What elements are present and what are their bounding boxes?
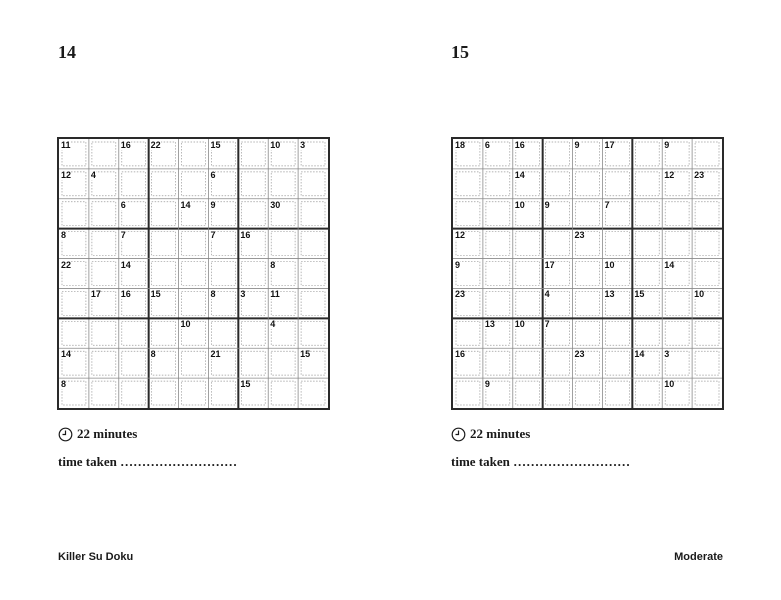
cage-sum-clue: 18 bbox=[455, 140, 466, 150]
cage-sum-clue: 23 bbox=[574, 229, 585, 240]
timer-text: 22 minutes bbox=[77, 426, 138, 441]
cage-outline bbox=[211, 262, 235, 286]
cage-sum-clue: 8 bbox=[150, 349, 156, 360]
cage-outline bbox=[605, 381, 629, 405]
cage-sum-clue: 12 bbox=[455, 229, 466, 240]
cage-sum-clue: 4 bbox=[90, 169, 96, 180]
footer-difficulty: Moderate bbox=[674, 551, 723, 563]
cage-outline bbox=[241, 202, 265, 226]
cage-outline bbox=[241, 172, 265, 196]
cage-sum-clue: 23 bbox=[574, 349, 585, 360]
cage-outline bbox=[62, 202, 86, 226]
cage-outline bbox=[301, 172, 325, 196]
grid-lines bbox=[453, 139, 722, 408]
cage-sum-clue: 14 bbox=[634, 349, 645, 360]
cage-outline bbox=[241, 351, 265, 375]
cage-outline bbox=[271, 172, 295, 196]
cage-sum-clue: 17 bbox=[90, 289, 101, 300]
cage-sum-clue: 15 bbox=[210, 140, 221, 150]
cage-outline bbox=[486, 202, 510, 226]
cage-outline bbox=[241, 142, 265, 166]
cage-sum-clue: 14 bbox=[664, 259, 675, 270]
cage-outline bbox=[576, 202, 600, 226]
cage-outline bbox=[271, 381, 295, 405]
cage-outline bbox=[576, 381, 600, 405]
cage-sum-clue: 8 bbox=[270, 259, 276, 270]
cage-outline bbox=[635, 202, 659, 226]
cage-sum-clue: 16 bbox=[514, 140, 525, 150]
cage-sum-clue: 6 bbox=[210, 169, 216, 180]
cage-outline bbox=[92, 321, 116, 345]
cage-outline bbox=[122, 172, 146, 196]
cage-sum-clue: 9 bbox=[544, 199, 550, 210]
cage-sum-clue: 8 bbox=[61, 379, 67, 390]
timer-right bbox=[451, 426, 530, 442]
cage-outline bbox=[182, 381, 206, 405]
cage-sum-clue: 14 bbox=[180, 199, 191, 210]
cage-sum-clue: 7 bbox=[210, 229, 216, 240]
cage-outline bbox=[695, 381, 719, 405]
cage-sum-clue: 14 bbox=[514, 169, 525, 180]
cage-sum-clue: 6 bbox=[484, 140, 490, 150]
cage-outline bbox=[665, 202, 689, 226]
cage-outline bbox=[182, 351, 206, 375]
cage-sum-clue: 10 bbox=[514, 319, 525, 330]
page-number-right: 15 bbox=[451, 42, 469, 62]
cage-sum-clue: 14 bbox=[61, 349, 72, 360]
cage-outline bbox=[635, 172, 659, 196]
cage-outline bbox=[635, 321, 659, 345]
cage-outline bbox=[456, 202, 480, 226]
cage-outline bbox=[301, 381, 325, 405]
cage-sum-clue: 16 bbox=[120, 140, 131, 150]
cage-sum-clue: 9 bbox=[210, 199, 216, 210]
cage-sum-clue: 3 bbox=[300, 140, 306, 150]
cage-outline bbox=[546, 142, 570, 166]
cage-sum-clue: 7 bbox=[120, 229, 126, 240]
cage-outline bbox=[152, 202, 176, 226]
cage-outline bbox=[576, 262, 600, 286]
cage-outline bbox=[546, 351, 570, 375]
cage-outline bbox=[605, 172, 629, 196]
cage-outline bbox=[576, 291, 600, 315]
cage-outline bbox=[122, 351, 146, 375]
grid-lines bbox=[59, 139, 328, 408]
cage-outline bbox=[546, 381, 570, 405]
cage-outline bbox=[516, 351, 540, 375]
cage-sum-clue: 30 bbox=[270, 199, 281, 210]
timer-left bbox=[58, 426, 137, 442]
cage-sum-clue: 7 bbox=[604, 199, 610, 210]
cage-sum-clue: 15 bbox=[634, 289, 645, 300]
cage-outline bbox=[152, 321, 176, 345]
cage-outline bbox=[271, 351, 295, 375]
cage-sum-clue: 16 bbox=[240, 229, 251, 240]
cage-outline bbox=[546, 232, 570, 256]
cage-sum-clue: 8 bbox=[210, 289, 216, 300]
cage-outline bbox=[605, 351, 629, 375]
cage-outline bbox=[211, 381, 235, 405]
cage-outline bbox=[182, 262, 206, 286]
cage-outline bbox=[695, 232, 719, 256]
cage-sum-clue: 9 bbox=[664, 140, 670, 150]
cage-outline bbox=[516, 232, 540, 256]
cage-sum-clue: 10 bbox=[694, 289, 705, 300]
cage-outline bbox=[152, 172, 176, 196]
cage-outline bbox=[516, 381, 540, 405]
cage-outline bbox=[241, 262, 265, 286]
cage-outline bbox=[92, 142, 116, 166]
cage-sum-clue: 17 bbox=[604, 140, 615, 150]
cage-sum-clue: 10 bbox=[604, 259, 615, 270]
time-taken-line-right: time taken ……………………… bbox=[451, 454, 631, 469]
cage-outline bbox=[695, 262, 719, 286]
cage-sum-clue: 3 bbox=[664, 349, 670, 360]
cage-outline bbox=[122, 321, 146, 345]
cage-sum-clue: 13 bbox=[484, 319, 495, 330]
cage-outline bbox=[576, 321, 600, 345]
cage-outline bbox=[605, 232, 629, 256]
cage-outline bbox=[92, 232, 116, 256]
cage-outline bbox=[516, 291, 540, 315]
cage-sum-clue: 4 bbox=[270, 319, 276, 330]
killer-sudoku-grid-right bbox=[451, 137, 724, 410]
cage-outline bbox=[152, 262, 176, 286]
cage-outline bbox=[486, 262, 510, 286]
cage-outline bbox=[635, 232, 659, 256]
cage-outline bbox=[62, 321, 86, 345]
cage-outline bbox=[486, 172, 510, 196]
time-taken-line-left: time taken ……………………… bbox=[58, 454, 238, 469]
cage-sum-clue: 9 bbox=[574, 140, 580, 150]
cage-sum-clue: 11 bbox=[61, 140, 71, 150]
cage-outline bbox=[695, 202, 719, 226]
cage-sum-clue: 10 bbox=[180, 319, 191, 330]
cage-outline bbox=[456, 321, 480, 345]
cage-outline bbox=[301, 262, 325, 286]
cage-outline bbox=[62, 291, 86, 315]
cage-sum-clue: 6 bbox=[120, 199, 126, 210]
cage-outline bbox=[182, 142, 206, 166]
cage-outline bbox=[182, 172, 206, 196]
cage-sum-clue: 7 bbox=[544, 319, 550, 330]
cage-outline bbox=[92, 202, 116, 226]
killer-sudoku-grid-left bbox=[57, 137, 330, 410]
cage-sum-clue: 23 bbox=[694, 169, 705, 180]
cage-sum-clue: 16 bbox=[455, 349, 466, 360]
cage-sum-clue: 12 bbox=[61, 169, 72, 180]
cage-outline bbox=[271, 232, 295, 256]
cage-outline bbox=[301, 202, 325, 226]
cage-outline bbox=[635, 381, 659, 405]
cage-sum-clue: 9 bbox=[455, 259, 461, 270]
page-number-left: 14 bbox=[58, 42, 76, 62]
cage-outline bbox=[301, 321, 325, 345]
cage-outline bbox=[122, 381, 146, 405]
cage-outline bbox=[546, 172, 570, 196]
cage-sum-clue: 21 bbox=[210, 349, 221, 360]
cage-outline bbox=[301, 232, 325, 256]
cage-sum-clue: 10 bbox=[514, 199, 525, 210]
cage-sum-clue: 16 bbox=[120, 289, 131, 300]
clock-icon bbox=[58, 427, 73, 442]
cage-sum-clue: 22 bbox=[61, 259, 72, 270]
cage-outline bbox=[456, 381, 480, 405]
cage-outline bbox=[301, 291, 325, 315]
cage-sum-clue: 11 bbox=[270, 289, 280, 300]
cage-outline bbox=[486, 232, 510, 256]
cage-sum-clue: 10 bbox=[664, 379, 675, 390]
cage-outline bbox=[665, 321, 689, 345]
cage-outline bbox=[182, 291, 206, 315]
cage-outline bbox=[486, 351, 510, 375]
clock-icon bbox=[451, 427, 466, 442]
cage-outline bbox=[92, 262, 116, 286]
timer-text: 22 minutes bbox=[470, 426, 531, 441]
cage-sum-clue: 17 bbox=[544, 259, 555, 270]
cage-outline bbox=[605, 321, 629, 345]
cage-outline bbox=[182, 232, 206, 256]
cage-sum-clue: 10 bbox=[270, 140, 281, 150]
cage-sum-clue: 23 bbox=[455, 289, 466, 300]
cage-outline bbox=[516, 262, 540, 286]
cage-outline bbox=[635, 262, 659, 286]
cage-outline bbox=[635, 142, 659, 166]
cage-outline bbox=[92, 351, 116, 375]
cage-sum-clue: 22 bbox=[150, 140, 161, 150]
cage-sum-clue: 15 bbox=[150, 289, 161, 300]
cage-sum-clue: 15 bbox=[300, 349, 311, 360]
cage-sum-clue: 14 bbox=[120, 259, 131, 270]
cage-outline bbox=[695, 321, 719, 345]
cage-sum-clue: 12 bbox=[664, 169, 675, 180]
cage-outline bbox=[456, 172, 480, 196]
cage-outline bbox=[576, 172, 600, 196]
cage-sum-clue: 9 bbox=[484, 379, 490, 390]
cage-sum-clue: 13 bbox=[604, 289, 615, 300]
cage-sum-clue: 4 bbox=[544, 289, 550, 300]
cage-outline bbox=[665, 291, 689, 315]
cage-outline bbox=[241, 321, 265, 345]
cage-outline bbox=[665, 232, 689, 256]
cage-outline bbox=[92, 381, 116, 405]
cage-outline bbox=[211, 321, 235, 345]
cage-outline bbox=[152, 232, 176, 256]
cage-outline bbox=[486, 291, 510, 315]
cage-sum-clue: 3 bbox=[240, 289, 246, 300]
cage-sum-clue: 15 bbox=[240, 379, 251, 390]
cage-outline bbox=[695, 351, 719, 375]
cage-outline bbox=[695, 142, 719, 166]
cage-outline bbox=[152, 381, 176, 405]
cage-sum-clue: 8 bbox=[61, 229, 67, 240]
footer-book-title: Killer Su Doku bbox=[58, 551, 134, 563]
